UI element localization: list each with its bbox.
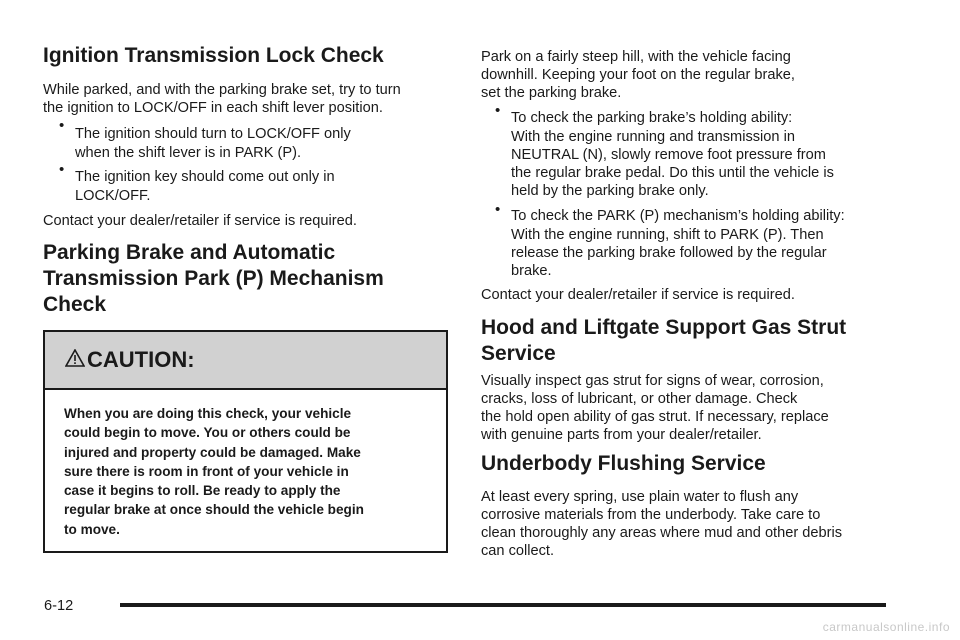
check-bullet-title: To check the parking brake’s holding ability:: [511, 110, 793, 126]
check-bullet-title: To check the PARK (P) mechanism’s holding ability:: [511, 208, 845, 224]
ignition-bullet-line: when the shift lever is in PARK (P).: [75, 145, 302, 161]
ignition-heading: Ignition Transmission Lock Check: [43, 44, 384, 67]
underbody-text-line: corrosive materials from the underbody. Take care to: [481, 507, 821, 523]
park-text-line: Park on a fairly steep hill, with the vehicle facing: [481, 49, 791, 65]
underbody-text-line: At least every spring, use plain water to flush any: [481, 489, 799, 505]
underbody-heading: Underbody Flushing Service: [481, 452, 766, 475]
check-bullet-line: brake.: [511, 263, 552, 279]
park-text-line: set the parking brake.: [481, 85, 622, 101]
ignition-intro-line: While parked, and with the parking brake set, try to turn: [43, 82, 401, 98]
check-bullet-line: the regular brake pedal. Do this until the vehicle is: [511, 165, 834, 181]
ignition-intro-line: the ignition to LOCK/OFF in each shift lever position.: [43, 100, 383, 116]
underbody-text-line: clean thoroughly any areas where mud and other debris: [481, 525, 843, 541]
bullet-dot-icon: •: [495, 102, 501, 119]
ignition-bullet-line: The ignition key should come out only in: [75, 169, 335, 185]
check-bullet-line: With the engine running, shift to PARK (P). Then: [511, 227, 824, 243]
ignition-bullet-line: The ignition should turn to LOCK/OFF only: [75, 126, 351, 142]
page-number: 6-12: [44, 598, 74, 614]
check-bullet-line: release the parking brake followed by the regular: [511, 245, 827, 261]
caution-title: CAUTION:: [87, 347, 195, 372]
check-bullet-line: With the engine running and transmission in: [511, 129, 795, 145]
caution-text: When you are doing this check, your vehicle could begin to move. You or others could be injured and property could be damaged. Make sure there is room in front of your vehicle in case it begins to roll. Be ready to apply the regular brake at once should the vehicle begin to move.: [64, 406, 364, 537]
bullet-dot-icon: •: [59, 117, 65, 134]
footer-rule: [120, 603, 886, 607]
check-bullet-line: NEUTRAL (N), slowly remove foot pressure from: [511, 147, 826, 163]
underbody-text-line: can collect.: [481, 543, 555, 559]
ignition-contact: Contact your dealer/retailer if service is required.: [43, 213, 357, 229]
hood-text-line: cracks, loss of lubricant, or other damage. Check: [481, 391, 798, 407]
right-contact: Contact your dealer/retailer if service is required.: [481, 287, 795, 303]
watermark: carmanualsonline.info: [822, 620, 950, 634]
ignition-bullet-line: LOCK/OFF.: [75, 188, 151, 204]
warning-triangle-icon: [65, 349, 85, 372]
hood-text-line: with genuine parts from your dealer/retailer.: [481, 427, 762, 443]
bullet-dot-icon: •: [495, 201, 501, 218]
check-bullet-line: held by the parking brake only.: [511, 183, 709, 199]
caution-header: [45, 332, 446, 390]
hood-heading: Hood and Liftgate Support Gas Strut Service: [481, 316, 847, 365]
caution-box: [43, 330, 448, 553]
bullet-dot-icon: •: [59, 161, 65, 178]
hood-text-line: the hold open ability of gas strut. If necessary, replace: [481, 409, 829, 425]
hood-text-line: Visually inspect gas strut for signs of wear, corrosion,: [481, 373, 824, 389]
park-text-line: downhill. Keeping your foot on the regular brake,: [481, 67, 795, 83]
parking-heading: Parking Brake and Automatic Transmission Park (P) Mechanism Check: [43, 241, 384, 316]
